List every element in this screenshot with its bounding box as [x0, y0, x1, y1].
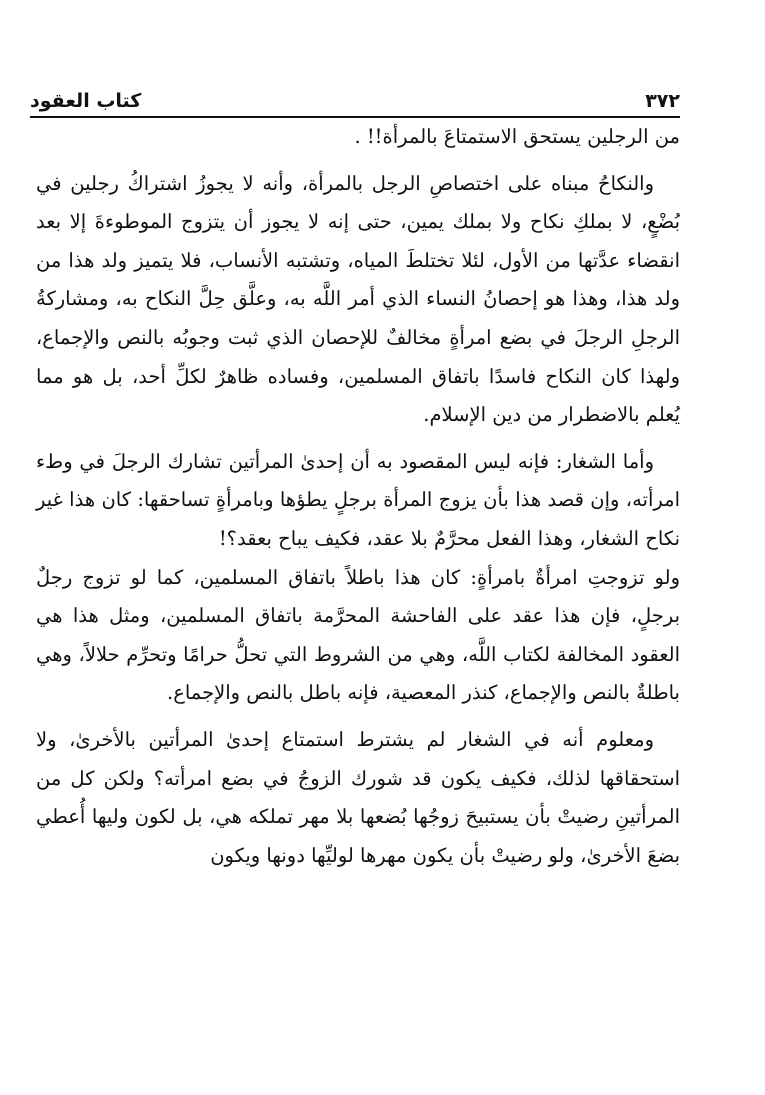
running-title: كتاب العقود	[30, 90, 142, 112]
paragraph-4: ولو تزوجتِ امرأةٌ بامرأةٍ: كان هذا باطلاً باتفاق المسلمين، كما لو تزوج رجلٌ برجلٍ، فإن هذا عقد على الفاحشة المحرَّمة باتفاق المسلمين، ومثل هذا هي العقود المخالفة لكتاب اللَّه، وهي من الشروط التي تحلُّ حرامًا وتحرِّم حلالاً، وهي باطلةٌ بالنص والإجماع، كنذر المعصية، فإنه باطل بالنص والإجماع.	[36, 565, 680, 705]
paragraph-1: من الرجلين يستحق الاستمتاعَ بالمرأة!! .	[354, 125, 680, 148]
page-number: ٣٧٢	[645, 90, 680, 112]
paragraph-3: وأما الشغار: فإنه ليس المقصود به أن إحدىٰ المرأتين تشارك الرجلَ في وطء امرأته، وإن قصد هذا بأن يزوج المرأة برجلٍ يطؤها وبامرأةٍ تساحقها: كان هذا غير نكاح الشغار، وهذا الفعل محرَّمٌ بلا عقد، فكيف يباح بعقد؟!	[36, 449, 680, 550]
paragraph-5: ومعلوم أنه في الشغار لم يشترط استمتاع إحدىٰ المرأتين بالأخرىٰ، ولا استحقاقها لذلك، فكيف يكون قد شورك الزوجُ في بضع امرأته؟ ولكن كل من المرأتينِ رضيتْ بأن يستبيحَ زوجُها بُضعها بلا مهر تملكه هي، بل لكون وليها أُعطي بضعَ الأخرىٰ، ولو رضيتْ بأن يكون مهرها لوليِّها دونها ويكون	[36, 727, 680, 867]
paragraph-2: والنكاحُ مبناه على اختصاصِ الرجل بالمرأة، وأنه لا يجوزُ اشتراكُ رجلين في بُضْعٍ، لا بملكِ نكاح ولا بملك يمين، حتى إنه لا يجوز أن يتزوج الموطوءةَ إلا بعد انقضاء عدَّتها من الأول، لئلا تختلطَ المياه، وتشتبه الأنساب، فلا يتميز ولد هذا من ولد هذا، وهذا هو إحصانُ النساء الذي أمر اللَّه به، وعلَّق حِلَّ النكاح به، ومشاركةُ الرجلِ الرجلَ في بضع امرأةٍ مخالفٌ للإحصان الذي ثبت وجوبُه بالنص والإجماع، ولهذا كان النكاح فاسدًا باتفاق المسلمين، وفساده ظاهرٌ لكلِّ أحد، بل هو مما يُعلم بالاضطرار من دين الإسلام.	[36, 171, 680, 427]
page-header	[30, 80, 680, 118]
body-text	[36, 118, 680, 875]
